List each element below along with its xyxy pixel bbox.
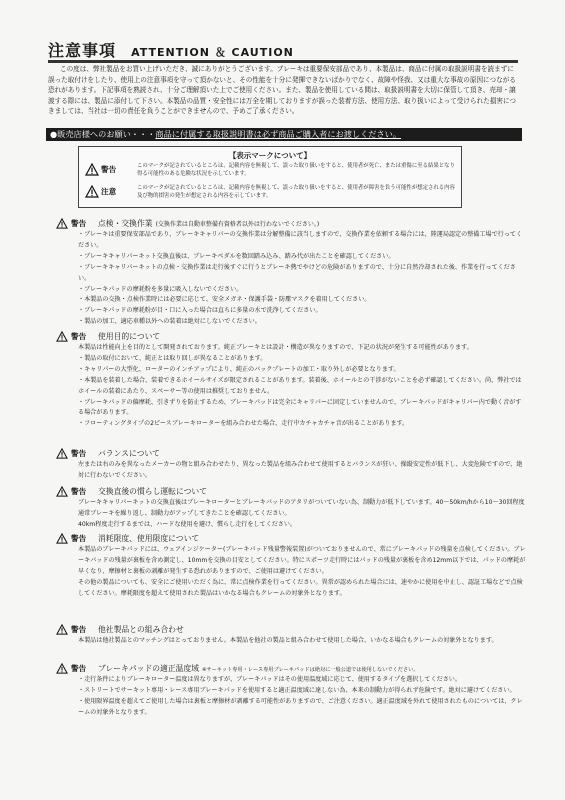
section-line: その他の製品についても、安全にご使用いただく為に、常に点検作業を行ってください。異常が認められた場合には、速やかに使用を中止し、認証工場などで点検してください。摩耗限度を超えて使用された製品はいかなる場合もクレームの対象外となります。 <box>78 578 523 597</box>
section-body <box>78 498 526 531</box>
warning-triangle-icon <box>85 163 99 176</box>
section-title: 他社製品との組み合わせ <box>98 625 184 634</box>
section-line: 40km程度走行するまでは、ハードな使用を避け、慣らし走行をしてください。 <box>78 520 297 528</box>
section-wear-limit <box>56 533 526 600</box>
mark-legend-box <box>78 146 462 208</box>
section-line: ・キャリパーの大型化、ローターのインチアップにより、純正のバックプレートの加工・取り外しが必要となります。 <box>78 365 400 373</box>
section-line: ・本製品を装着した場合、装着できるホイールサイズが限定されることがあります。装着後、ホイールとの干渉がないことを必ず確認してください。尚、弊社ではホイールの装着にあたり、スペーサー等の使用は推奨しておりません。 <box>78 376 522 395</box>
page-header <box>48 38 518 63</box>
section-title: 交換直後の慣らし運転について <box>98 487 207 496</box>
section-other-products <box>56 624 526 647</box>
section-break-in <box>56 486 526 531</box>
section-title: バランスについて <box>98 449 160 458</box>
section-line: ・ブレーキキャリパーキットの点検・交換作業は走行後すぐに行うとブレーキ熱でやけどの危険がありますので、十分に自然冷却された後、作業を行ってください。 <box>78 263 516 282</box>
section-line: ・ストリートでサーキット専用・レース専用ブレーキパッドを使用すると適正温度域に達しない為、本来の制動力が得られず危険です。絶対に避けてください。 <box>78 686 516 694</box>
mark-label: 注意 <box>101 187 117 196</box>
section-body <box>78 343 526 430</box>
mark-description: このマークが記されているところは、記載内容を無視して、誤った取り扱いをすると、使用者が死亡、または重傷に至る結果となり得る可能性のある危険な状況を示しています。 <box>137 163 455 177</box>
mark-description: このマークが記されているところは、記載内容を無視して、誤った取り扱いをすると、使用者が障害を負う可能性が想定される内容及び物的損害の発生が想定される内容を示しています。 <box>137 185 455 199</box>
warning-triangle-icon <box>56 448 68 459</box>
mark-label: 警告 <box>101 165 117 174</box>
section-heading <box>56 448 526 460</box>
section-line: ・ブレーキパッドの摩耗粉が目・口に入った場合は直ちに多量の水で洗浄してください。 <box>78 307 322 315</box>
section-line: 本製品のブレーキパッドには、ウェアインジケーター(ブレーキパッド残量警報装置)がついておりませんので、常にブレーキパッドの残量を点検してください。ブレーキパッドの残量が裏板を含め測定し、10mmを交換の目安としてください。特にスポーツ走行時にはパッドの残量が裏板を含め12mm以下では、パッドの摩耗が早くなり、摩擦材と裏板の剥離が発生する恐れがありますので、ご使用は避けてください。 <box>78 546 526 575</box>
section-keyword: 警告 <box>71 332 87 341</box>
section-line: ・ブレーキパッドの摩耗粉を多量に吸入しないでください。 <box>78 285 243 293</box>
section-line: ・フローティングタイプの2ピースブレーキローターを組み合わせた場合、走行中カチャカチャ音が出ることがあります。 <box>78 420 409 428</box>
section-body <box>78 230 526 328</box>
section-title: 点検・交換作業 <box>98 219 153 228</box>
section-line: ブレーキキャリパーキットの交換直後はブレーキローターとブレーキパッドのアタリがついていない為、制動力が低下しています。40～50km/hから10～30回程度通常ブレーキを繰り返し、制動力がアップしてきたことを確認してください。 <box>78 499 525 517</box>
section-heading <box>56 486 526 498</box>
mark-row-warning <box>85 161 455 183</box>
page-title: 注意事項 <box>48 41 117 60</box>
dealer-notice-prefix: ●販売店様へのお願い・・・ <box>50 129 156 139</box>
section-purpose <box>56 331 526 430</box>
section-body <box>78 675 526 719</box>
section-body <box>78 545 526 600</box>
section-temperature <box>56 663 526 719</box>
section-line: ・ブレーキは重要保安部品であり、ブレーキキャリパーの交換作業は分解整備に該当しますので、交換作業を依頼する場合には、陸運局認定の整備工場で行ってください。 <box>78 231 523 249</box>
section-title: ブレーキパッドの適正温度域 <box>98 664 200 673</box>
section-title: 消耗限度、使用限度について <box>98 534 200 543</box>
section-keyword: 警告 <box>71 664 87 673</box>
section-keyword: 警告 <box>71 625 87 634</box>
dealer-notice-text: 商品に付属する取扱説明書は必ず商品ご購入者にお渡しください。 <box>155 129 402 139</box>
section-heading <box>56 663 526 675</box>
section-line: ・走行条件によりブレーキローター温度は異なりますが、ブレーキパッドはその使用温度域に応じて、使用するタイプを選択してください。 <box>78 676 461 683</box>
section-keyword: 警告 <box>71 487 87 496</box>
section-line: ・本製品の交換・点検作業時には必要に応じて、安全メガネ・保護手袋・防塵マスクを着用してください。 <box>78 296 371 304</box>
warning-triangle-icon <box>56 331 68 342</box>
section-heading <box>56 331 526 343</box>
warning-triangle-icon <box>56 663 68 674</box>
intro-paragraph: この度は、弊社製品をお買い上げいただき、誠にありがとうございます。ブレーキは重要保安部品であり、本製品は、商品に付属の取扱説明書を読まずに誤った取付けをしたり、使用上の注意事項を守って頂かないと、その性能を十分に発揮できないばかりでなく、故障や怪我、又は重大な事故の原因につながる恐れがあります。下記事項を熟読され、十分ご理解頂いた上でご使用ください。また、製品を使用している間は、取扱説明書を大切に保管して頂き、売却・譲渡する際には、製品に添付して下さい。本製品の品質・安全性には万全を期しておりますが誤った装着方法、使用方法、取り扱いによって受けられた損害につきましては、当社は一切の責任を負うことができませんので、予めご了承ください。 <box>48 65 517 115</box>
mark-row-caution <box>85 183 455 205</box>
section-inspection <box>56 218 526 328</box>
section-title: 使用目的について <box>98 332 161 341</box>
warning-triangle-icon <box>56 533 68 544</box>
section-body <box>78 636 526 647</box>
warning-triangle-icon <box>56 218 68 229</box>
section-body <box>78 460 526 482</box>
dealer-notice-bar <box>46 128 522 141</box>
section-line: 本製品は他社製品とのマッチングはとっておりません。本製品を他社の製品と組み合わせて使用した場合、いかなる場合もクレームの対象外となります。 <box>78 637 498 644</box>
section-line: 本製品は性能向上を目的として開発されております。純正ブレーキとは設計・構造が異なりますので、下記の状況が発生する可能性があります。 <box>78 344 473 351</box>
section-note: (交換作業は自動車整備有資格者以外は行わないでください。) <box>155 221 320 228</box>
section-line: ・製品の加工、適応車種以外への装着は絶対にしないでください。 <box>78 318 261 326</box>
page-title-english: ATTENTION ＆ CAUTION <box>131 46 294 59</box>
section-line: ・ブレーキキャリパーキット交換直後は、ブレーキペダルを数回踏み込み、踏み代が出たことを確認してください。 <box>78 252 395 260</box>
section-heading <box>56 218 526 230</box>
section-note: ※サーキット専用・レース専用ブレーキパッドは絶対に一般公道では使用しないでください。 <box>202 667 419 673</box>
section-heading <box>56 533 526 545</box>
section-line: 左または右のみを異なったメーカーの物と組み合わせたり、異なった製品を組み合わせて使用するとバランスが狂い、操縦安定性が低下し、大変危険ですので、絶対に行わないでください。 <box>78 461 523 479</box>
section-line: ・製品の取付において、純正とは取り回しが異なることがあります。 <box>78 354 267 362</box>
section-line: ・ブレーキパッドの偏摩耗、引きずりを防止するため、ブレーキパッドは完全にキャリパーに固定していませんので、ブレーキパッドがキャリパー内で動く音がする場合があります。 <box>78 398 522 417</box>
warning-triangle-icon <box>56 624 68 635</box>
caution-triangle-icon <box>85 185 99 198</box>
mark-legend-title: 【表示マークについて】 <box>228 151 312 160</box>
section-heading <box>56 624 526 636</box>
section-keyword: 警告 <box>71 219 87 228</box>
section-keyword: 警告 <box>71 534 87 543</box>
warning-triangle-icon <box>56 486 68 497</box>
section-line: ・使用限界温度を超えてご使用した場合は裏板と摩擦材が剥離する可能性がありますので、ご注意ください。適正温度域を外れて使用されたものについては、クレームの対象外となります。 <box>78 697 523 716</box>
section-balance <box>56 448 526 482</box>
section-keyword: 警告 <box>71 449 87 458</box>
